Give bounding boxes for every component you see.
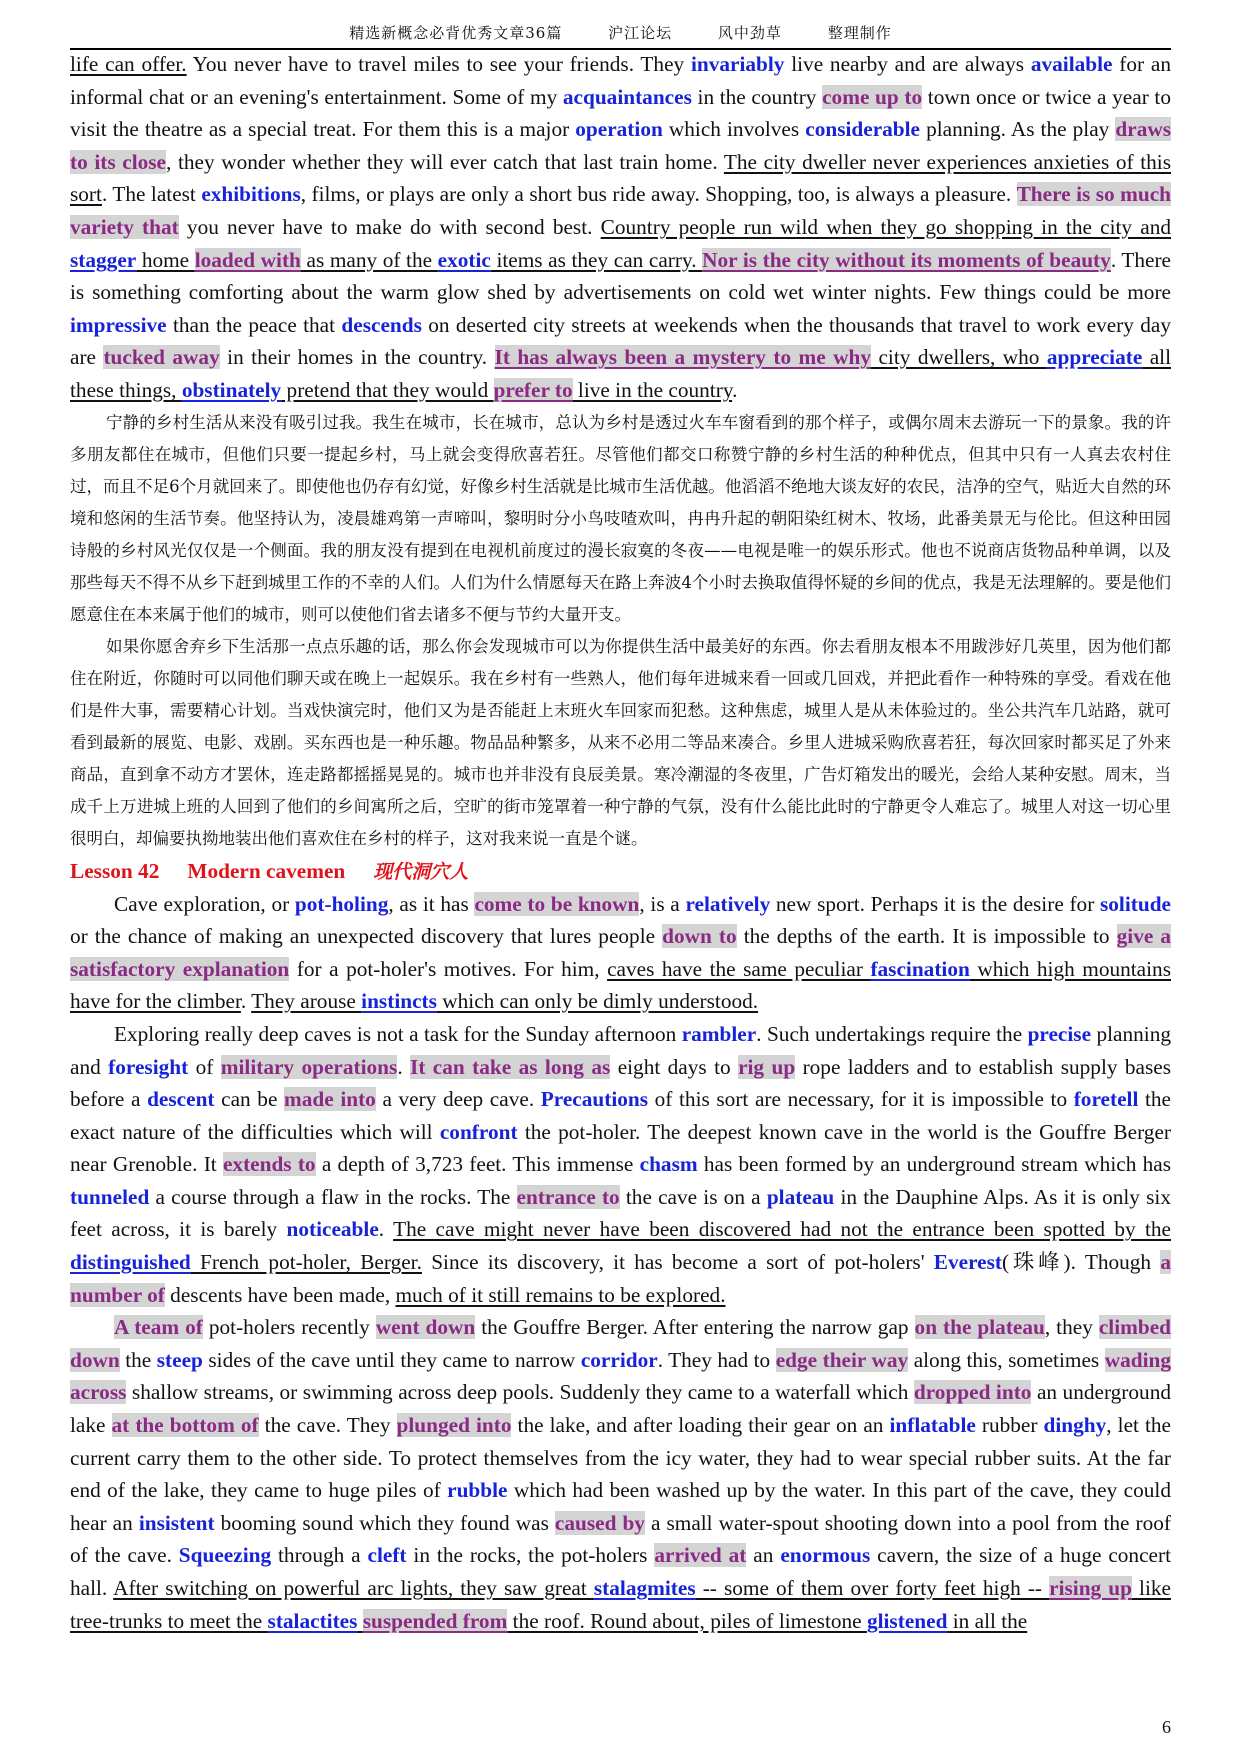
key-phrase: give a satisfactory explanation [70, 924, 1172, 981]
page-header [70, 18, 1171, 50]
key-phrase: suspended from [362, 1608, 508, 1633]
vocab-word: appreciate [1046, 345, 1143, 370]
key-phrase: rig up [738, 1054, 796, 1079]
vocab-word: descends [341, 312, 422, 337]
underlined-sentence: as many of the [300, 247, 438, 272]
passage-english: life can offer. You never have to travel miles to see your friends. They invariably live nearby and are always available for an informal chat or an evening's entertainment. Some of my acquaintances in the country come up to town once or twice a year to visit the theatre as a special treat. For them this is a major operation which involves considerable planning. As the play draws to its close, they wonder whether they will ever catch that last train home. The city dweller never experiences anxieties of this sort. The latest exhibitions, films, or plays are only a short bus ride away. Shopping, too, is always a pleasure. There is so much variety that you never have to make do with second best. Country people run wild when they go shopping in the city and stagger home loaded with as many of the exotic items as they can carry. Nor is the city without its moments of beauty. There is something comforting about the warm glow shed by advertisements on cold wet winter nights. Few things could be more impressive than the peace that descends on deserted city streets at weekends when the thousands that travel to work every day are tucked away in their homes in the country. It has always been a mystery to me why city dwellers, who appreciate all these things, obstinately pretend that they would prefer to live in the country. [70, 52, 1172, 402]
key-phrase: plunged into [396, 1413, 512, 1438]
underlined-sentence: pretend that they would [281, 377, 494, 402]
key-phrase: at the bottom of [111, 1413, 259, 1438]
underlined-sentence: The cave might never have been discovered had not the entrance been spotted by the [393, 1217, 1171, 1242]
vocab-word: inflatable [889, 1413, 976, 1438]
header-credit: 整理制作 [827, 24, 892, 42]
key-phrase: a number of [70, 1250, 1171, 1307]
underlined-sentence [357, 1609, 362, 1633]
underlined-sentence: much of it still remains to be explored. [395, 1282, 726, 1307]
key-phrase: come to be known [474, 891, 640, 916]
vocab-word: corridor [580, 1347, 658, 1372]
vocab-word: impressive [70, 312, 167, 337]
vocab-word: steep [156, 1347, 203, 1372]
vocab-word: rubble [447, 1478, 508, 1503]
vocab-word: Precautions [540, 1087, 649, 1112]
lesson-paragraph: Exploring really deep caves is not a task for the Sunday afternoon rambler. Such undertakings require the precise planning and foresight of military operations. It can take as long as eight days to rig up rope ladders and to establish supply bases before a descent can be made into a very deep cave. Precautions of this sort are necessary, for it is impossible to foretell the exact nature of the difficulties which will confront the pot-holer. The deepest known cave in the world is the Gouffre Berger near Grenoble. It extends to a depth of 3,723 feet. This immense chasm has been formed by an underground stream which has tunneled a course through a flaw in the rocks. The entrance to the cave is on a plateau in the Dauphine Alps. As it is only six feet across, it is barely noticeable. The cave might never have been discovered had not the entrance been spotted by the distinguished French pot-holer, Berger. Since its discovery, it has become a sort of pot-holers' Everest(珠峰). Though a number of descents have been made, much of it still remains to be explored. [70, 1021, 1172, 1307]
vocab-word: invariably [690, 52, 785, 76]
underlined-sentence: like tree-trunks to meet the [70, 1576, 1171, 1633]
key-phrase: prefer to [493, 377, 573, 402]
vocab-word: insistent [138, 1510, 215, 1535]
vocab-word: stalagmites [593, 1576, 696, 1600]
lesson-title: Modern cavemen [187, 858, 346, 883]
key-phrase: A team of [114, 1315, 203, 1340]
underlined-sentence: After switching on powerful arc lights, they saw great [113, 1576, 594, 1600]
vocab-word: rambler [681, 1021, 757, 1046]
vocab-word: stagger [70, 247, 137, 272]
underlined-sentence: the roof. Round about, piles of limestone [507, 1608, 867, 1633]
underlined-sentence: life can offer. [70, 52, 187, 76]
key-phrase: come up to [822, 84, 923, 109]
vocab-word: pot-holing [294, 891, 389, 916]
underlined-sentence: in all the [947, 1608, 1028, 1633]
underlined-sentence: all these things, [70, 345, 1171, 402]
vocab-word: plateau [766, 1184, 835, 1209]
header-doc-title: 精选新概念必背优秀文章36篇 [349, 24, 563, 42]
lesson-title-chinese: 现代洞穴人 [373, 860, 469, 883]
vocab-word: acquaintances [562, 84, 692, 109]
vocab-word: confront [439, 1119, 518, 1144]
vocab-word: relatively [685, 891, 771, 916]
lesson-number: Lesson 42 [70, 858, 160, 883]
vocab-word: dinghy [1043, 1413, 1107, 1438]
vocab-word: glistened [866, 1608, 948, 1633]
underlined-sentence: which high mountains have for the climber [70, 956, 1171, 1014]
vocab-word: precise [1027, 1021, 1092, 1046]
underlined-sentence: live in the country [572, 377, 733, 402]
key-phrase: loaded with [194, 247, 301, 272]
underlined-sentence: caves have the same peculiar [607, 956, 871, 981]
vocab-word: enormous [780, 1543, 871, 1568]
underlined-sentence: -- some of them over forty feet high -- [695, 1576, 1050, 1600]
key-phrase: tucked away [103, 345, 220, 370]
vocab-word: distinguished [70, 1250, 191, 1275]
vocab-word: stalactites [267, 1608, 358, 1633]
passage-chinese-paragraph: 宁静的乡村生活从来没有吸引过我。我生在城市，长在城市，总认为乡村是透过火车车窗看到的那个样子，或偶尔周末去游玩一下的景象。我的许多朋友都住在城市，但他们只要一提起乡村，马上就会变得欣喜若狂。尽管他们都交口称赞宁静的乡村生活的种种优点，但其中只有一人真去农村住过，而且不足6个月就回来了。即使他也仍存有幻觉，好像乡村生活就是比城市生活优越。他滔滔不绝地大谈友好的农民，洁净的空气，贴近大自然的环境和悠闲的生活节奏。他坚持认为，凌晨雄鸡第一声啼叫，黎明时分小鸟吱喳欢叫，冉冉升起的朝阳染红树木、牧场，此番美景无与伦比。但这种田园诗般的乡村风光仅仅是一个侧面。我的朋友没有提到在电视机前度过的漫长寂寞的冬夜——电视是唯一的娱乐形式。他也不说商店货物品种单调，以及那些每天不得不从乡下赶到城里工作的不幸的人们。人们为什么情愿每天在路上奔波4个小时去换取值得怀疑的乡间的优点，我是无法理解的。要是他们愿意住在本来属于他们的城市，则可以使他们省去诸多不便与节约大量开支。 [70, 412, 1171, 624]
key-phrase: dropped into [913, 1380, 1032, 1405]
key-phrase: arrived at [654, 1543, 747, 1568]
key-phrase: on the plateau [914, 1315, 1045, 1340]
key-phrase: entrance to [516, 1184, 620, 1209]
vocab-word: solitude [1099, 891, 1171, 916]
key-phrase: went down [375, 1315, 476, 1340]
vocab-word: foresight [108, 1054, 189, 1079]
underlined-sentence: home [136, 247, 195, 272]
key-phrase: draws to its close [70, 117, 1172, 174]
vocab-word: chasm [639, 1152, 698, 1177]
underlined-sentence: French pot-holer, Berger. [190, 1250, 422, 1275]
key-phrase: down to [662, 924, 737, 949]
underlined-sentence: which can only be dimly understood. [436, 989, 759, 1014]
lesson-heading [70, 855, 1171, 888]
key-phrase: It has always been a mystery to me why [494, 345, 872, 370]
lesson-paragraph: Cave exploration, or pot-holing, as it has come to be known, is a relatively new sport. Perhaps it is the desire for solitude or the chance of making an unexpected discovery that lures people down to the depths of the earth. It is impossible to give a satisfactory explanation for a pot-holer's motives. For him, caves have the same peculiar fascination which high mountains have for the climber. They arouse instincts which can only be dimly understood. [70, 891, 1172, 1014]
vocab-word: Squeezing [178, 1543, 272, 1568]
vocab-word: instincts [361, 989, 437, 1014]
vocab-word: exhibitions [201, 182, 301, 207]
header-author: 风中劲草 [717, 24, 782, 42]
key-phrase: rising up [1049, 1576, 1132, 1600]
underlined-sentence: The city dweller never experiences anxieties of this sort [70, 149, 1172, 207]
vocab-word: fascination [870, 956, 970, 981]
underlined-sentence: items as they can carry. [490, 247, 703, 272]
vocab-word: obstinately [181, 377, 282, 402]
key-phrase: edge their way [775, 1347, 909, 1372]
underlined-sentence: They arouse [251, 989, 362, 1014]
lesson-paragraph: A team of pot-holers recently went down the Gouffre Berger. After entering the narrow gap on the plateau, they climbed down the steep sides of the cave until they came to narrow corridor. They had to edge their way along this, sometimes wading across shallow streams, or swimming across deep pools. Suddenly they came to a waterfall which dropped into an underground lake at the bottom of the cave. They plunged into the lake, and after loading their gear on an inflatable rubber dinghy, let the current carry them to the other side. To protect themselves from the icy water, they had to wear special rubber suits. At the far end of the lake, they came to huge piles of rubble which had been washed up by the water. In this part of the cave, they could hear an insistent booming sound which they found was caused by a small water-spout shooting down into a pool from the roof of the cave. Squeezing through a cleft in the rocks, the pot-holers arrived at an enormous cavern, the size of a huge concert hall. After switching on powerful arc lights, they saw great stalagmites -- some of them over forty feet high -- rising up like tree-trunks to meet the stalactites suspended from the roof. Round about, piles of limestone glistened in all the [70, 1315, 1172, 1633]
vocab-word: available [1030, 52, 1113, 76]
page-content [70, 48, 1171, 1637]
key-phrase: Nor is the city without its moments of beauty [702, 247, 1111, 272]
vocab-word: tunneled [70, 1184, 150, 1209]
key-phrase: caused by [554, 1510, 645, 1535]
underlined-sentence: city dwellers, who [871, 345, 1047, 370]
vocab-word: noticeable [286, 1217, 379, 1242]
key-phrase: There is so much variety that [70, 182, 1171, 239]
header-forum: 沪江论坛 [608, 24, 673, 42]
vocab-word: operation [575, 117, 663, 142]
vocab-word: exotic [437, 247, 491, 272]
vocab-word: considerable [805, 117, 921, 142]
vocab-word: foretell [1073, 1087, 1139, 1112]
vocab-word: descent [147, 1087, 215, 1112]
key-phrase: military operations [220, 1054, 398, 1079]
key-phrase: It can take as long as [410, 1054, 611, 1079]
underlined-sentence: Country people run wild when they go shopping in the city and [600, 214, 1171, 239]
page-number: 6 [1162, 1717, 1171, 1737]
vocab-word: Everest [933, 1250, 1003, 1275]
passage-chinese-paragraph: 如果你愿舍弃乡下生活那一点点乐趣的话，那么你会发现城市可以为你提供生活中最美好的东西。你去看朋友根本不用跋涉好几英里，因为他们都住在附近，你随时可以同他们聊天或在晚上一起娱乐。我在乡村有一些熟人，他们每年进城来看一回或几回戏，并把此看作一种特殊的享受。看戏在他们是件大事，需要精心计划。当戏快演完时，他们又为是否能赶上末班火车回家而犯愁。这种焦虑，城里人是从未体验过的。坐公共汽车几站路，就可看到最新的展览、电影、戏剧。买东西也是一种乐趣。物品品种繁多，从来不必用二等品来凑合。乡里人进城采购欣喜若狂，每次回家时都买足了外来商品，直到拿不动方才罢休，连走路都摇摇晃晃的。城市也并非没有良辰美景。寒冷潮湿的冬夜里，广告灯箱发出的暖光，会给人某种安慰。周末，当成千上万进城上班的人回到了他们的乡间寓所之后，空旷的街市笼罩着一种宁静的气氛，没有什么能比此时的宁静更令人难忘了。城里人对这一切心里很明白，却偏要执拗地装出他们喜欢住在乡村的样子，这对我来说一直是个谜。 [70, 636, 1171, 848]
key-phrase: climbed down [70, 1315, 1172, 1372]
key-phrase: wading across [70, 1347, 1172, 1405]
key-phrase: extends to [222, 1152, 316, 1177]
vocab-word: cleft [367, 1543, 407, 1568]
key-phrase: made into [284, 1087, 376, 1112]
